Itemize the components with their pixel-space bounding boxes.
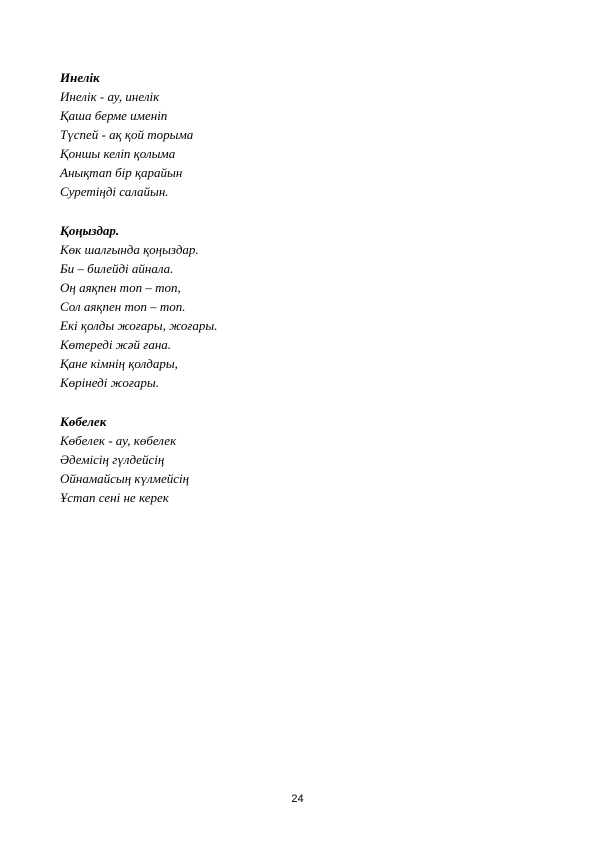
poem-line: Көрінеді жоғары. xyxy=(60,375,159,390)
poem-line: Түспей - ақ қой торыма xyxy=(60,127,194,142)
poem-inelik xyxy=(60,68,540,201)
poem-line: Көбелек - ау, көбелек xyxy=(60,433,177,448)
poem-line: Сол аяқпен топ – топ. xyxy=(60,299,186,314)
poem-title: Қоңыздар. xyxy=(60,223,120,238)
poem-line: Қоншы келіп қолыма xyxy=(60,146,176,161)
page-number: 24 xyxy=(291,793,304,805)
poem-line: Би – билейді айнала. xyxy=(60,261,174,276)
poem-lines xyxy=(60,240,540,392)
poem-line: Қане кімнің қолдары, xyxy=(60,356,178,371)
poem-line: Ойнамайсың күлмейсің xyxy=(60,471,190,486)
poem-line: Инелік - ау, инелік xyxy=(60,89,160,104)
poem-line: Әдемісің гүлдейсің xyxy=(60,452,165,467)
poem-title: Инелік xyxy=(60,70,100,85)
poem-line: Анықтап бір қарайын xyxy=(60,165,183,180)
poem-qonyzdar xyxy=(60,221,540,392)
poem-lines xyxy=(60,431,540,507)
page-content xyxy=(60,68,540,527)
poem-line: Көк шалғында қоңыздар. xyxy=(60,242,199,257)
poem-lines xyxy=(60,87,540,201)
poem-kobelek xyxy=(60,412,540,507)
poem-line: Қаша берме именіп xyxy=(60,108,168,123)
poem-line: Оң аяқпен топ – топ, xyxy=(60,280,181,295)
poem-line: Суретіңді салайын. xyxy=(60,184,169,199)
poem-line: Екі қолды жоғары, жоғары. xyxy=(60,318,218,333)
poem-line: Көтереді жәй ғана. xyxy=(60,337,172,352)
poem-line: Ұстап сені не керек xyxy=(60,490,169,505)
poem-title: Көбелек xyxy=(60,414,107,429)
